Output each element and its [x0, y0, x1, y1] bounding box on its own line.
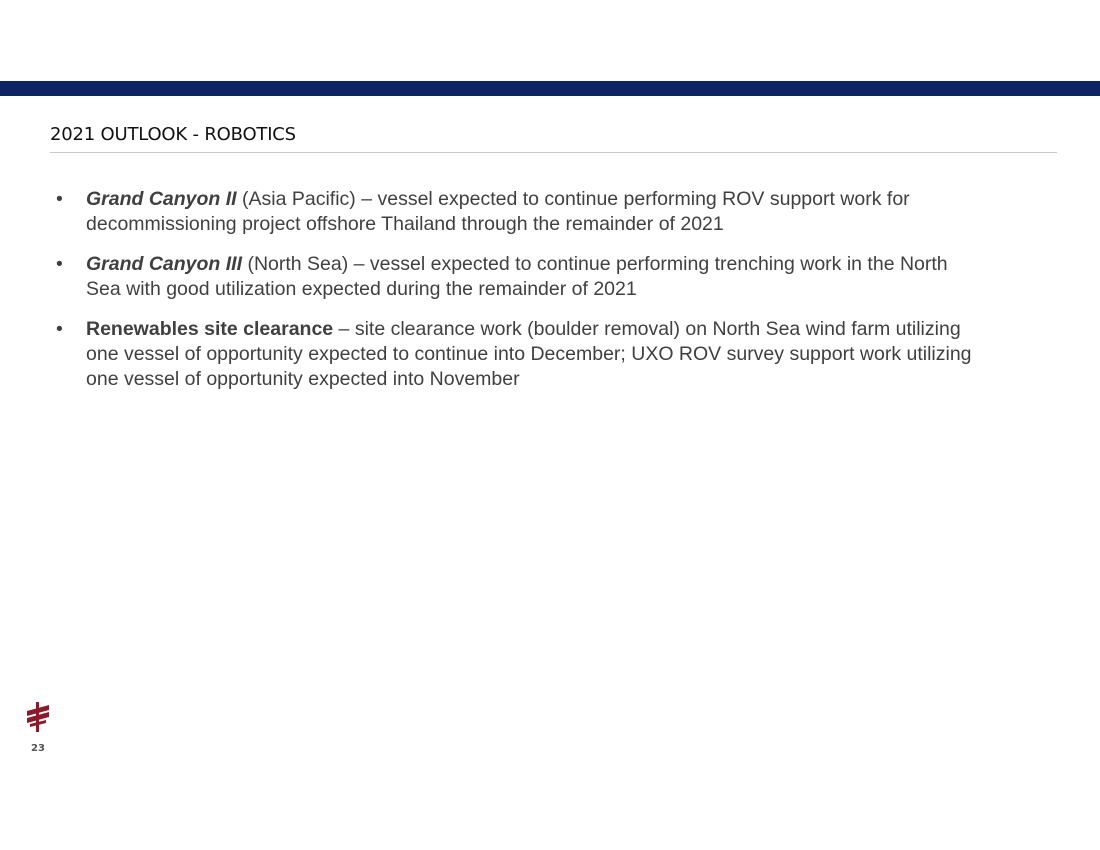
page-number: 23 [31, 743, 45, 754]
helix-logo-icon [24, 702, 52, 732]
bullet-list [56, 187, 976, 407]
bullet-lead: Grand Canyon II [86, 188, 237, 210]
header-band [0, 81, 1100, 96]
bullet-dot-icon: • [56, 253, 63, 275]
bullet-lead: Renewables site clearance [86, 318, 334, 340]
bullet-item-grand-canyon-iii [56, 252, 976, 302]
bullet-text: (North Sea) – vessel expected to continue performing trenching work in the North Sea with good utilization expected during the remainder of 2021 [86, 253, 948, 300]
slide-title: 2021 OUTLOOK - ROBOTICS [50, 124, 296, 145]
bullet-text: – site clearance work (boulder removal) on North Sea wind farm utilizing one vessel of opportunity expected to continue into December; UXO ROV survey support work utilizing one vessel of opportunity expected into November [86, 318, 972, 390]
bullet-text: (Asia Pacific) – vessel expected to continue performing ROV support work for decommissioning project offshore Thailand through the remainder of 2021 [86, 188, 910, 235]
title-divider [50, 152, 1057, 153]
bullet-lead: Grand Canyon III [86, 253, 243, 275]
bullet-dot-icon: • [56, 188, 63, 210]
bullet-item-grand-canyon-ii [56, 187, 976, 237]
bullet-item-renewables [56, 317, 976, 392]
bullet-dot-icon: • [56, 318, 63, 340]
